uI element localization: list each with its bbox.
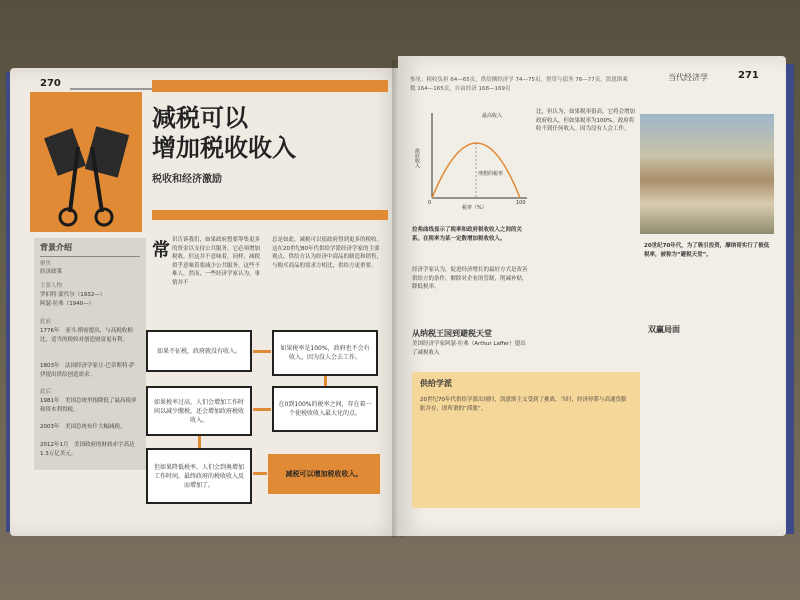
sidebar-heading: 背景介绍 [40,243,72,252]
supply-side-title: 供给学派 [420,379,452,388]
photo-caption: 20世纪70年代，为了吸引投资，摩纳哥实行了极低税率，被称为“避税天堂”。 [644,243,770,258]
title-bar-top [152,80,388,92]
focus-value: 经济政策 [40,269,63,275]
peak-label: 最高收入 [482,113,503,119]
flow-box-1: 如果不征税，政府就没有收入。 [146,330,252,372]
chapter-subtitle: 税收和经济激励 [152,174,222,185]
section-heading: 从纳税王国到避税天堂 [412,329,492,338]
book-cover-edge-right [786,64,794,534]
flow-box-2: 如果税率是100%，政府也不会有收入，因为没人会去工作。 [272,330,378,376]
people-label: 主要人物 [40,283,63,289]
running-head: 当代经济学 [668,73,708,82]
flow-box-3: 在0到100%的税率之间，存在着一个使税收收入最大化的点。 [272,386,378,432]
right-page [398,56,786,536]
focus-label: 聚焦 [40,261,52,267]
cross-reference: 参见：税收负担 64—65页，供给侧经济学 74—75页，借贷与债务 76—77页，凯恩斯乘数 164—165页，自由经济 168—169页 [410,77,628,92]
background-sidebar [34,238,146,470]
arrow-left-icon [253,408,271,411]
event-2: 1803年 法国经济学家让-巴蒂斯特·萨伊提出供给创造需求。 [40,363,135,378]
supply-side-box [412,372,640,508]
left-page [10,68,398,536]
event-3: 1981年 美国总统里根降低了最高税率和资本利得税。 [40,398,137,413]
person-2: 阿瑟·拉弗（1940—） [40,301,95,307]
optimal-rate-label: 理想的税率 [478,171,504,177]
arrow-right-icon [253,350,271,353]
monaco-photo [640,114,774,234]
title-bar-bottom [152,210,388,220]
chapter-title-line2: 增加税收收入 [152,134,296,162]
event-4: 2003年 美国总统布什大幅减税。 [40,424,126,430]
section-body: 美国经济学家阿瑟·拉弗（Arthur Laffer）提出了减税收入 [412,341,526,356]
event-5: 2012年1月 美国政府的财政赤字高达1.3万亿美元。 [40,442,135,457]
x-axis-zero: 0 [428,200,432,206]
body-column-2: 总是如此。减税可以使政府得到更多的税收。这在20世纪80年代供给学派经济学家的主要观点。供给方认为经济中商品的制造和销售，与购买商品的需求方相比，供给方更重要。 [272,237,383,269]
body-text-left: 经济学家认为，促进经济增长的最好方式是改善供给方的条件，解除对企业的管制，削减补贴，降低税率。 [412,267,528,290]
flow-box-4: 如果税率过高，人们会增加工作时间以减少缴税，还会增加政府税收收入。 [146,386,252,436]
event-1: 1776年 亚当·斯密提出，与高税收相比，适当的税收对创造财富更有利。 [40,328,133,343]
x-axis-label: 税率（%） [462,205,487,211]
body-column-1: 识告诉我们，如果政府想要筹集更多的资金以支持公共服务，它必须增加税收。但这并不意味着，同样，减税似乎意味着要减少公共服务。这些不难人，然而，一些经济学家认为，事情并不 [172,237,261,286]
flow-conclusion: 减税可以增加税收收入。 [268,454,380,494]
arrow-down-icon [198,436,201,448]
chapter-title-line1: 减税可以 [152,104,248,132]
after-label: 此后 [40,389,52,395]
double-win-heading: 双赢局面 [648,325,680,334]
arrow-right-icon [253,472,267,475]
flow-box-5: 但如果降低税率，人们会到奥增加工作时间，最终政府的税收收入反而增加了。 [146,448,252,504]
chart-caption: 拉弗曲线显示了税率和政府税收收入之间的关系。在税率为某一定数增加税收收入。 [412,227,523,242]
drop-cap: 常 [152,240,170,261]
header-image-panel [30,92,142,232]
divider [40,256,140,257]
x-axis-hundred: 100 [516,200,526,206]
supply-side-text: 20世纪70年代供给学派出现时，凯恩斯主义受到了挑战。当时，经济停滞与高通货膨胀并存，即所谓的“滞胀”。 [420,397,627,412]
person-1: 罗伯特·蒙代尔（1932—） [40,292,106,298]
body-text-middle: 比，但认为，如果税率很高，它将会增加政府收入，但如果税率为100%，政府将收不到任何收入。因为没有人会工作。 [536,109,636,132]
right-page-number: 271 [738,70,759,81]
arrow-down-icon [324,376,327,386]
y-axis-label: 政府收入 [414,148,420,168]
before-label: 此前 [40,319,52,325]
left-page-number: 270 [40,78,61,89]
scissors-money-icon [30,92,142,232]
